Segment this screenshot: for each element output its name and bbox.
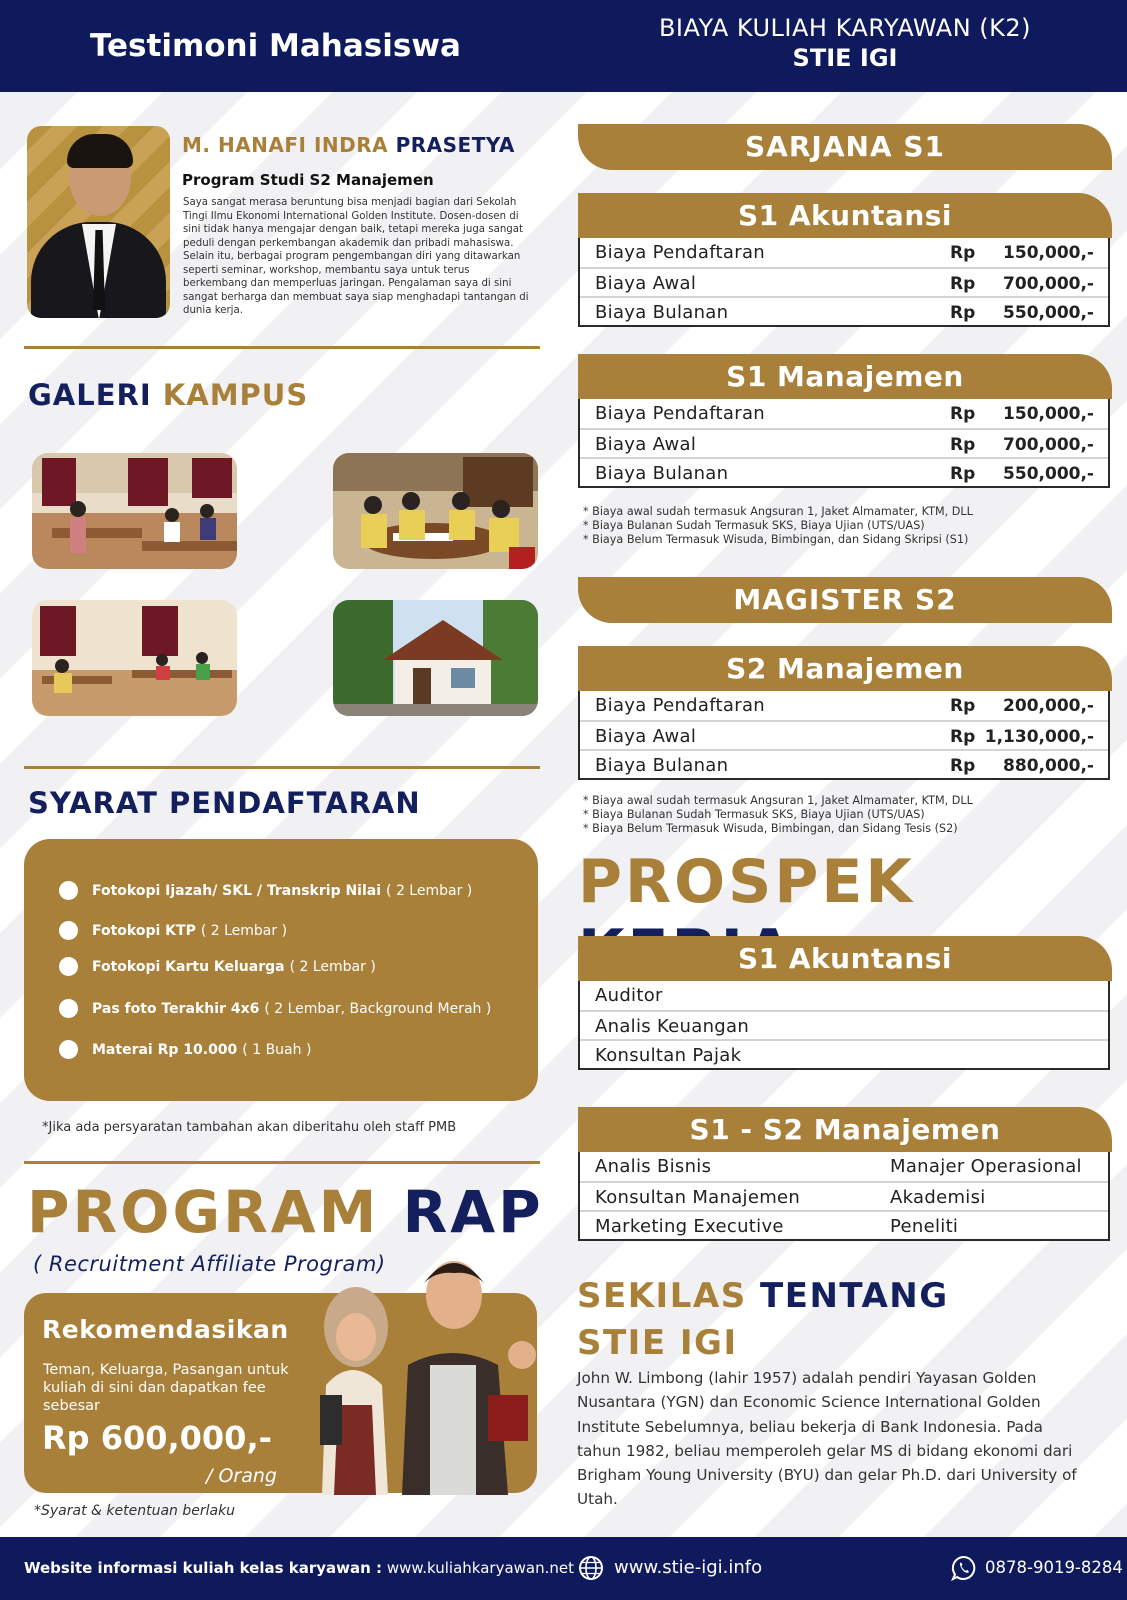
table-row: Marketing Executive Peneliti — [580, 1210, 1108, 1239]
table-row: Analis Keuangan — [580, 1010, 1108, 1039]
student-program: Program Studi S2 Manajemen — [182, 171, 434, 189]
table-row: Biaya Awal Rp 700,000,- — [580, 267, 1108, 296]
table-row: Konsultan Pajak — [580, 1039, 1108, 1068]
divider — [24, 766, 540, 769]
prospek-akuntansi-table — [578, 981, 1110, 1070]
sekilas-text: John W. Limbong (lahir 1957) adalah pendiri Yayasan Golden Nusantara (YGN) dan Economic Science International Golden Institute Sebelumnya, beliau bekerja di Bank Indonesia. Pada tahun 1982, beliau memperoleh gelar MS di bidang ekonomi dari Brigham Young University (BYU) dan gelar Ph.D. dari University of Utah. — [577, 1369, 1077, 1509]
footer-bar — [0, 1537, 1127, 1600]
header-info — [630, 14, 1060, 72]
table-row: Biaya Awal Rp 700,000,- — [580, 428, 1108, 457]
sarjana-banner: SARJANA S1 — [578, 124, 1112, 170]
prospek-manajemen-header: S1 - S2 Manajemen — [578, 1107, 1112, 1152]
table-row: Biaya Pendaftaran Rp 150,000,- — [595, 403, 1094, 424]
galeri-title: GALERI KAMPUS — [28, 378, 309, 412]
syarat-item: Fotokopi Kartu Keluarga ( 2 Lembar ) — [59, 957, 376, 976]
header-school: STIE IGI — [792, 44, 898, 72]
globe-icon — [578, 1555, 604, 1581]
rap-subtitle: ( Recruitment Affiliate Program) — [33, 1252, 386, 1276]
testimoni-title: Testimoni Mahasiswa — [90, 28, 461, 64]
gallery-photo-discussion — [333, 453, 538, 569]
testimonial-text: Saya sangat merasa beruntung bisa menjadi bagian dari Sekolah Tingi Ilmu Ekonomi International Golden Institute. Dosen-dosen di sini tidak hanya mengajar dengan baik, tetapi mereka juga sangat peduli dengan perkembangan akademik dan pribadi mahasiswa. Selain itu, berbagai program pengembangan diri yang ditawarkan seperti seminar, workshop, membantu saya untuk terus berkembang dan memperluas jaringan. Pengalaman saya di sini sangat berharga dan membuat saya siap menghadapi tantangan di dunia kerja. — [183, 197, 529, 316]
divider — [24, 346, 540, 349]
gallery-photo-classroom — [32, 453, 237, 569]
gallery-photo-building — [333, 600, 538, 716]
syarat-note: *Jika ada persyaratan tambahan akan diberitahu oleh staff PMB — [42, 1120, 457, 1135]
table-row: Auditor — [595, 985, 663, 1006]
gallery-photo-study — [32, 600, 237, 716]
prospek-akuntansi-header: S1 Akuntansi — [578, 936, 1112, 981]
footer-site-link[interactable]: www.stie-igi.info — [614, 1557, 763, 1578]
table-row: Biaya Bulanan Rp 880,000,- — [580, 749, 1108, 778]
syarat-item: Materai Rp 10.000 ( 1 Buah ) — [59, 1040, 311, 1059]
prospek-manajemen-table — [578, 1152, 1110, 1241]
magister-footnotes: * Biaya awal sudah termasuk Angsuran 1, Jaket Almamater, KTM, DLL * Biaya Bulanan Sudah Termasuk SKS, Biaya Ujian (UTS/UAS) * Biaya Belum Termasuk Wisuda, Bimbingan, dan Sidang Tesis (S2) — [583, 794, 973, 836]
divider — [24, 1161, 540, 1164]
syarat-box — [24, 839, 538, 1101]
rap-heading: Rekomendasikan — [42, 1315, 289, 1344]
rap-note: *Syarat & ketentuan berlaku — [34, 1503, 236, 1519]
student-name: M. HANAFI INDRA PRASETYA — [182, 133, 515, 157]
s1-akuntansi-header: S1 Akuntansi — [578, 193, 1112, 238]
table-row: Biaya Awal Rp 1,130,000,- — [580, 720, 1108, 749]
s2-manajemen-header: S2 Manajemen — [578, 646, 1112, 691]
sekilas-title: SEKILAS TENTANG STIE IGI — [577, 1276, 949, 1363]
footer-phone[interactable]: 0878-9019-8284 — [985, 1558, 1123, 1577]
header-bar — [0, 0, 1127, 92]
footer-info: Website informasi kuliah kelas karyawan : www.kuliahkaryawan.net — [24, 1559, 574, 1577]
footer-info-link[interactable]: www.kuliahkaryawan.net — [386, 1559, 574, 1577]
s1-akuntansi-table — [578, 238, 1110, 327]
rap-title: PROGRAM RAP — [27, 1178, 544, 1246]
s1-manajemen-header: S1 Manajemen — [578, 354, 1112, 399]
student-photo — [27, 126, 170, 318]
syarat-item: Fotokopi Ijazah/ SKL / Transkrip Nilai ( 2 Lembar ) — [59, 881, 472, 900]
magister-banner: MAGISTER S2 — [578, 577, 1112, 623]
header-subtitle: BIAYA KULIAH KARYAWAN (K2) — [658, 14, 1032, 42]
table-row: Biaya Bulanan Rp 550,000,- — [580, 457, 1108, 486]
table-row: Biaya Pendaftaran Rp 200,000,- — [595, 695, 1094, 716]
rap-text: Teman, Keluarga, Pasangan untuk kuliah di sini dan dapatkan fee sebesar — [43, 1362, 289, 1414]
whatsapp-icon — [951, 1555, 977, 1581]
rap-price: Rp 600,000,- — [42, 1419, 272, 1457]
s1-manajemen-table — [578, 399, 1110, 488]
sarjana-footnotes: * Biaya awal sudah termasuk Angsuran 1, Jaket Almamater, KTM, DLL * Biaya Bulanan Sudah Termasuk SKS, Biaya Ujian (UTS/UAS) * Biaya Belum Termasuk Wisuda, Bimbingan, dan Sidang Skripsi (S1) — [583, 505, 973, 547]
table-row: Biaya Pendaftaran Rp 150,000,- — [595, 242, 1094, 263]
syarat-item: Pas foto Terakhir 4x6 ( 2 Lembar, Background Merah ) — [59, 999, 491, 1018]
syarat-title: SYARAT PENDAFTARAN — [28, 786, 421, 820]
rap-unit: / Orang — [206, 1465, 277, 1487]
table-row: Biaya Bulanan Rp 550,000,- — [580, 296, 1108, 325]
students-illustration — [312, 1245, 552, 1495]
prospek-title: PROSPEK — [578, 847, 915, 917]
s2-manajemen-table — [578, 691, 1110, 780]
syarat-item: Fotokopi KTP ( 2 Lembar ) — [59, 921, 287, 940]
table-row: Analis Bisnis Manajer Operasional — [595, 1156, 1082, 1177]
table-row: Konsultan Manajemen Akademisi — [580, 1181, 1108, 1210]
